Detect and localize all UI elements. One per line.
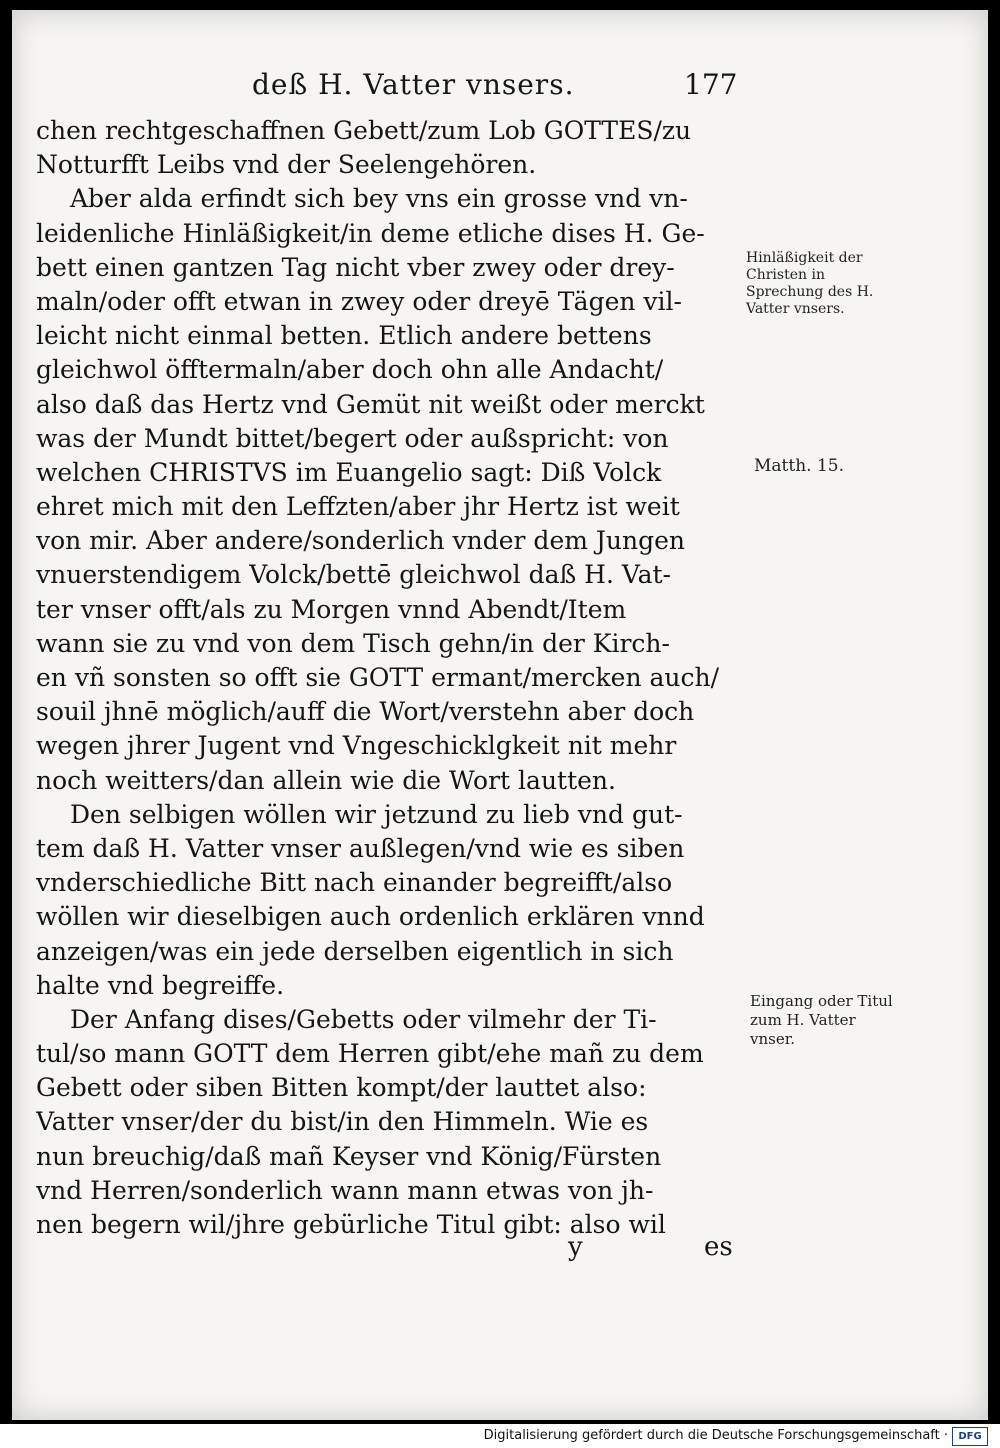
running-head <box>12 68 988 108</box>
margin-note-negligence: Hinläßigkeit der Christen in Sprechung des H. Vatter vnsers. <box>746 250 874 317</box>
text-line: vnuerstendigem Volck/bettē gleichwol daß H. Vat- <box>36 560 671 590</box>
text-line: leicht nicht einmal betten. Etlich andere bettens <box>36 321 652 351</box>
catchword: es <box>704 1232 733 1262</box>
text-line: also daß das Hertz vnd Gemüt nit weißt oder merckt <box>36 389 705 419</box>
running-title: deß H. Vatter vnsers. <box>252 68 575 101</box>
dfg-logo: DFG <box>952 1427 988 1446</box>
text-line: tem daß H. Vatter vnser außlegen/vnd wie es siben <box>36 833 685 863</box>
footer-credit: Digitalisierung gefördert durch die Deutsche Forschungsgemeinschaft · <box>483 1428 948 1443</box>
signature-mark: y <box>568 1232 583 1262</box>
text-line: Notturfft Leibs vnd der Seelengehören. <box>36 150 537 180</box>
text-line: chen rechtgeschaffnen Gebett/zum Lob GOTTES/zu <box>36 116 692 145</box>
text-line: vnd Herren/sonderlich wann mann etwas von jh- <box>36 1175 654 1205</box>
book-page <box>12 10 988 1420</box>
text-line: vnderschiedliche Bitt nach einander begreifft/also <box>36 868 673 898</box>
text-line: Den selbigen wöllen wir jetzund zu lieb vnd gut- <box>70 799 683 829</box>
text-line: maln/oder offt etwan in zwey oder dreyē Tägen vil- <box>36 286 682 316</box>
text-line: halte vnd begreiffe. <box>36 970 285 1000</box>
text-line: en vñ sonsten so offt sie GOTT ermant/mercken auch/ <box>36 663 720 692</box>
text-line: wöllen wir dieselbigen auch ordenlich erklären vnnd <box>36 902 705 932</box>
text-line: von mir. Aber andere/sonderlich vnder dem Jungen <box>36 526 686 556</box>
text-line: welchen CHRISTVS im Euangelio sagt: Diß Volck <box>36 457 662 487</box>
main-text-block <box>36 114 748 1242</box>
text-line: tul/so mann GOTT dem Herren gibt/ehe mañ zu dem <box>36 1039 704 1069</box>
text-line: bett einen gantzen Tag nicht vber zwey oder drey- <box>36 252 675 282</box>
text-line: ter vnser offt/als zu Morgen vnnd Abendt/Item <box>36 594 627 624</box>
text-line: anzeigen/was ein jede derselben eigentlich in sich <box>36 936 674 966</box>
text-line: Vatter vnser/der du bist/in den Himmeln. Wie es <box>36 1107 649 1137</box>
text-line: Aber alda erfindt sich bey vns ein grosse vnd vn- <box>70 184 688 214</box>
text-line: nen begern wil/jhre gebürliche Titul gibt: also wil <box>36 1210 666 1239</box>
text-line: was der Mundt bittet/begert oder außspricht: von <box>36 423 669 453</box>
page-number: 177 <box>684 68 738 101</box>
text-line: noch weitters/dan allein wie die Wort lautten. <box>36 765 616 795</box>
margin-note-bible-reference: Matth. 15. <box>754 456 844 476</box>
text-line: Gebett oder siben Bitten kompt/der lauttet also: <box>36 1073 647 1103</box>
text-line: wegen jhrer Jugent vnd Vngeschicklgkeit nit mehr <box>36 731 677 761</box>
text-line: gleichwol öfftermaln/aber doch ohn alle Andacht/ <box>36 355 664 385</box>
text-line: souil jhnē möglich/auff die Wort/verstehn aber doch <box>36 697 695 727</box>
margin-note-title: Eingang oder Titul zum H. Vatter vnser. <box>750 992 893 1048</box>
digitization-footer <box>0 1424 1000 1448</box>
text-line: wann sie zu vnd von dem Tisch gehn/in der Kirch- <box>36 628 670 658</box>
text-line: nun breuchig/daß mañ Keyser vnd König/Fürsten <box>36 1141 662 1171</box>
text-line: leidenliche Hinläßigkeit/in deme etliche dises H. Ge- <box>36 218 705 248</box>
text-line: Der Anfang dises/Gebetts oder vilmehr der Ti- <box>70 1004 657 1034</box>
text-line: ehret mich mit den Leffzten/aber jhr Hertz ist weit <box>36 492 680 522</box>
